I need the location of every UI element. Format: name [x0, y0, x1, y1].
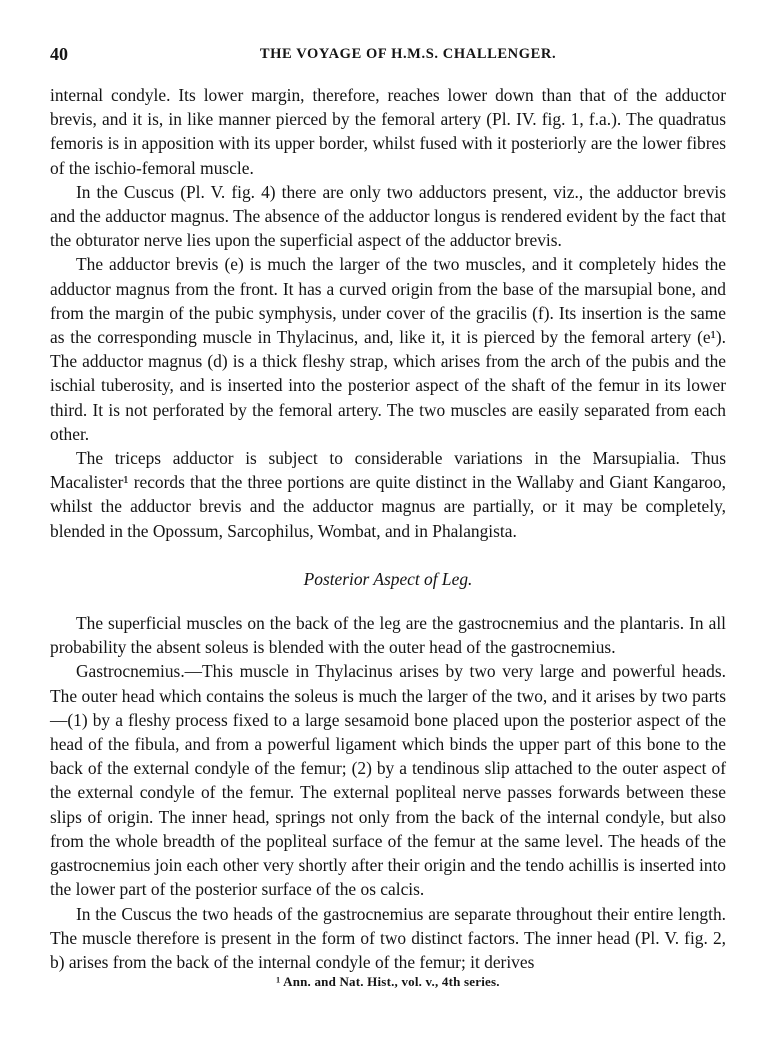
- footnote: ¹ Ann. and Nat. Hist., vol. v., 4th series.: [276, 974, 500, 989]
- paragraph-triceps-adductor: The triceps adductor is subject to considerable variations in the Marsupialia. Thus Macalister¹ records that the three portions are quite distinct in the Wallaby and Giant Kangaroo, whilst the adductor brevis and the adductor magnus are partially, or it may be completely, blended in the Opossum, Sarcophilus, Wombat, and in Phalangista.: [50, 448, 726, 541]
- page-header: [50, 44, 726, 66]
- paragraph-cuscus-gastrocnemius: In the Cuscus the two heads of the gastrocnemius are separate throughout their entire length. The muscle therefore is present in the form of two distinct factors. The inner head (Pl. V. fig. 2, b) arises from the back of the internal condyle of the femur; it derives: [50, 903, 726, 972]
- section-heading: Posterior Aspect of Leg.: [303, 568, 473, 589]
- running-title: THE VOYAGE OF H.M.S. CHALLENGER.: [259, 46, 557, 62]
- paragraph-superficial-muscles: The superficial muscles on the back of the leg are the gastrocnemius and the plantaris. In all probability the absent soleus is blended with the outer head of the gastrocnemius.: [50, 613, 726, 658]
- paragraph-gastrocnemius: Gastrocnemius.—This muscle in Thylacinus arises by two very large and powerful heads. The outer head which contains the soleus is much the larger of the two, and it arises by two parts—(1) by a fleshy process fixed to a large sesamoid bone placed upon the posterior aspect of the head of the fibula, and from a powerful ligament which binds the upper part of this bone to the back of the external condyle of the femur; (2) by a tendinous slip attached to the outer aspect of the external condyle of the femur. The external popliteal nerve passes forwards between these slips of origin. The inner head, springs not only from the back of the internal condyle, but also from the whole breadth of the popliteal surface of the femur at the same level. The heads of the gastrocnemius join each other very shortly after their origin and the tendo achillis is inserted into the lower part of the posterior surface of the os calcis.: [50, 661, 726, 900]
- paragraph-cuscus-adductors: In the Cuscus (Pl. V. fig. 4) there are only two adductors present, viz., the adductor brevis and the adductor magnus. The absence of the adductor longus is rendered evident by the fact that the obturator nerve lies upon the superficial aspect of the adductor brevis.: [50, 181, 726, 251]
- body-text: [50, 83, 726, 974]
- paragraph-continued: internal condyle. Its lower margin, therefore, reaches lower down than that of the adductor brevis, and it is, in like manner pierced by the femoral artery (Pl. IV. fig. 1, f.a.). The quadratus femoris is in apposition with its upper border, whilst fused with it posteriorly are the lower fibres of the ischio-femoral muscle.: [50, 85, 726, 178]
- paragraph-adductor-brevis: The adductor brevis (e) is much the larger of the two muscles, and it completely hides the adductor magnus from the front. It has a curved origin from the base of the marsupial bone, and from the margin of the pubic symphysis, under cover of the gracilis (f). Its insertion is the same as the corresponding muscle in Thylacinus, and, like it, it is pierced by the femoral artery (e¹). The adductor magnus (d) is a thick fleshy strap, which arises from the arch of the pubis and the ischial tuberosity, and is inserted into the posterior aspect of the shaft of the femur in its lower third. It is not perforated by the femoral artery. The two muscles are easily separated from each other.: [50, 254, 726, 444]
- page-number: 40: [50, 44, 68, 64]
